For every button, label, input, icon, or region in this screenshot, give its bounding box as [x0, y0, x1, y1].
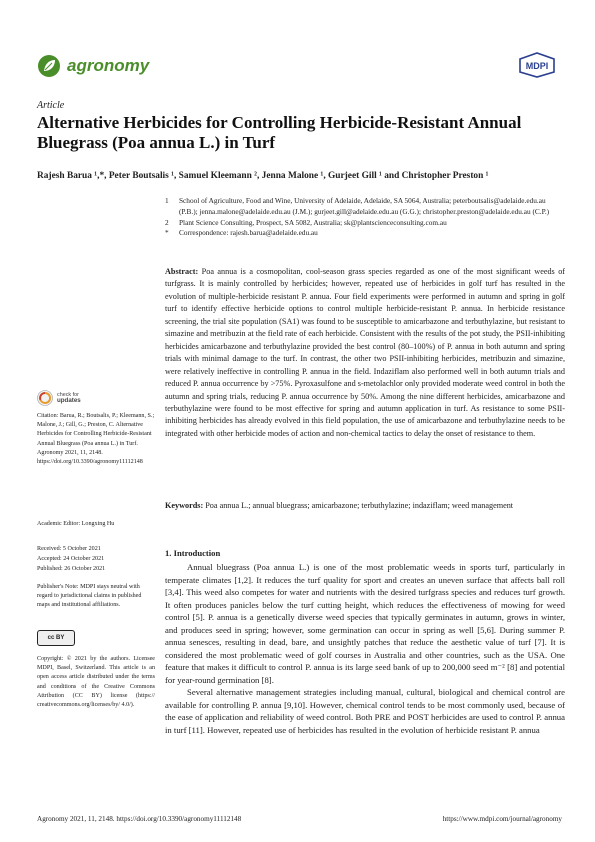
check-for-updates-badge[interactable] [37, 390, 81, 406]
publishers-note: Publisher's Note: MDPI stays neutral with regard to jurisdictional claims in published maps and institutional affiliations. [37, 584, 142, 609]
citation: Citation: Barua, R.; Boutsalis, P.; Kleemann, S.; Malone, J.; Gill, G.; Preston, C. Alternative Herbicides for Controlling Herbicide-Resistant Annual Bluegrass (Poa annua L.) in Turf. Agronomy 2021, 11, 2148. https://doi.org/10.3390/agronomy11112148 [37, 413, 155, 466]
affiliation-1: 1 School of Agriculture, Food and Wine, University of Adelaide, Adelaide, SA 5064, Australia; peterboutsalis@adelaide.edu.au (P.B.); jenna.malone@adelaide.edu.au (J.M.); gurjeet.gill@adelaide.edu.au (G.G.); christopher.preston@adelaide.edu.au (C.P.) [165, 196, 550, 216]
copyright: Copyright: © 2021 by the authors. Licensee MDPI, Basel, Switzerland. This article is an open access article distributed under the terms and conditions of the Creative Commons Attribution (CC BY) license (https:// creativecommons.org/licenses/by/ 4.0/). [37, 656, 155, 709]
footer-citation: Agronomy 2021, 11, 2148. https://doi.org/10.3390/agronomy11112148 [37, 815, 242, 823]
mdpi-logo-icon [517, 52, 557, 78]
journal-name: agronomy [67, 56, 150, 75]
keywords-label: Keywords: [165, 501, 204, 510]
affiliations [165, 196, 565, 239]
abstract-label: Abstract: [165, 267, 199, 276]
keywords-text: Poa annua L.; annual bluegrass; amicarbazone; terbuthylazine; indaziflam; weed management [205, 501, 514, 510]
svg-text:MDPI: MDPI [525, 61, 549, 71]
cc-by-icon: cc BY [37, 630, 75, 646]
published-date: Published: 26 October 2021 [37, 566, 106, 572]
accepted-date: Accepted: 24 October 2021 [37, 556, 105, 562]
introduction-body [165, 561, 565, 736]
received-date: Received: 5 October 2021 [37, 546, 101, 552]
paragraph-2: Several alternative management strategies including manual, cultural, biological and chemical control are available for controlling P. annua [9,10]. However, chemical control tends to be most commonly used, because of the ease of application and reliability of weed control. Both PRE and POST herbicides are used to control P. annua in turf [11]. However, repeated use of herbicides has resulted in the evolution of herbicide resistant P. annua [165, 687, 565, 735]
correspondence: * Correspondence: rajesh.barua@adelaide.edu.au [165, 228, 318, 238]
footer-journal-url[interactable]: https://www.mdpi.com/journal/agronomy [442, 815, 562, 823]
article-title: Alternative Herbicides for Controlling Herbicide-Resistant Annual Bluegrass (Poa annua L.) in Turf [37, 113, 522, 152]
abstract [165, 266, 565, 440]
updates-label: updates [57, 397, 81, 404]
article-type: Article [37, 100, 65, 111]
affiliation-2: 2 Plant Science Consulting, Prospect, SA 5082, Australia; sk@plantscienceconsulting.com.au [165, 217, 447, 227]
abstract-text: Poa annua is a cosmopolitan, cool-season grass species regarded as one of the most significant weeds of turfgrass. It is mainly controlled by herbicides; however, repeated use of herbicides in golf turf has resulted in the evolution of multiple-herbicide resistant P. annua. Four field experiments were performed in autumn and spring in golf turf to identify effective herbicide options to control multiple herbicide-resistant P. annua. In herbicide resistance screening, the trial site population (SA1) was found to be susceptible to amicarbazone and terbuthylazine, but resistant to simazine and metribuzin at the field rate of each herbicide. Consistent with the results of the pot study, the PSII-inhibiting herbicides amicarbazone and terbuthylazine provided the best control (80–100%) of P. annua in both autumn and spring trials with minimal damage to the turf. In contrast, the other two PSII-inhibiting herbicides, metribuzin and simazine, were relatively ineffective in controlling P. annua in the field. Indaziflam also performed well in both autumn trials and reduced P. annua occurrence by >75%. Pyroxasulfone and s-metolachlor only provided moderate weed control in both the autumn and spring trials, reducing P. annua occurrence by 50%. Among the nine different herbicides, amicarbazone and terbuthylazine were found to be most effective for spring and autumn application in turf. As resistance to some PSII-inhibiting herbicides has already evolved in this field population, the use of amicarbazone and terbuthylazine needs to be integrated with other herbicide modes of action and non-chemical tactics to delay the onset of resistance to them. [165, 267, 566, 438]
journal-logo [37, 53, 149, 79]
keywords [165, 500, 565, 512]
check-for-label: check for [57, 391, 79, 398]
cc-by-license-badge[interactable] [37, 630, 75, 646]
section-heading: 1. Introduction [165, 548, 221, 558]
page-footer [37, 815, 562, 823]
academic-editor: Academic Editor: Longxing Hu [37, 521, 115, 527]
check-updates-icon [37, 390, 53, 406]
paragraph-1: Annual bluegrass (Poa annua L.) is one of the most problematic weeds in sports turf, particularly in temperate climates [1,2]. It reduces the turf quality for sport and creates an uneven surface that affects ball roll [3,4]. This weed also competes for water and nutrients with the desired turfgrass species and reduces turf growth. It often produces panicles below the turf cutting height, which reduces the effectiveness of mowing for weed control [5]. P. annua is a genetically diverse weed species that typically germinates in autumn, grows in winter, and produces seed in spring; however, some germination can occur in spring as well [5,6]. During summer P. annua senesces, resulting in dead, bare, and unsightly patches that reduce the aesthetic value of turf [7]. It is considered the most problematic weed of golf courses in Australia and other countries, such as the USA. One feature that makes it difficult to control P. annua is its large seed bank of up to 200,000 seed m⁻² [8] and potential for year-round germination [8]. [165, 562, 565, 685]
author-list: Rajesh Barua ¹,*, Peter Boutsalis ¹, Samuel Kleemann ², Jenna Malone ¹, Gurjeet Gill ¹ and Christopher Preston ¹ [37, 171, 489, 181]
agronomy-leaf-icon [37, 54, 61, 78]
